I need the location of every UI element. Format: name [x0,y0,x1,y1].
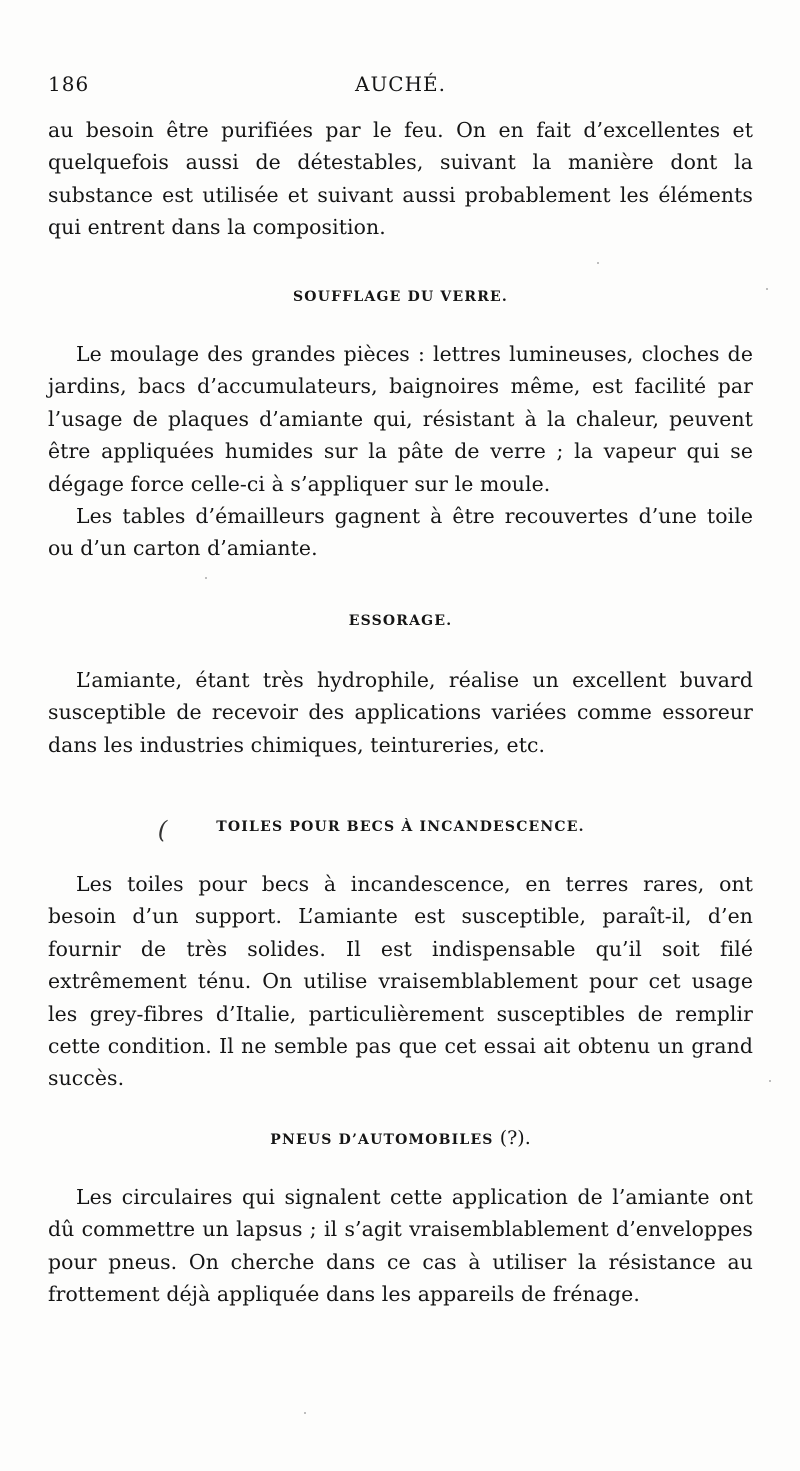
paragraph-essorage-1: L’amiante, étant très hydrophile, réalise un excellent buvard susceptible de recevoir des applications variées comme essoreur dans les industries chimiques, teintureries, etc. [48,668,753,757]
heading-pneus [48,1127,753,1149]
paper-speck [766,288,768,290]
intro-block [48,114,753,244]
paper-speck [304,1412,306,1414]
page-number: 186 [48,72,90,96]
paragraph-soufflage-2: Les tables d’émailleurs gagnent à être recouvertes d’une toile ou d’un carton d’amiante. [48,504,753,561]
heading-pneus-text: PNEUS D’AUTOMOBILES [270,1132,494,1148]
heading-pneus-suffix: (?). [499,1127,531,1149]
running-head [48,72,753,102]
running-title: AUCHÉ. [355,72,446,96]
paper-speck [205,577,207,579]
section-toiles [48,868,753,1095]
paper-speck [769,1080,771,1082]
paragraph-soufflage-1: Le moulage des grandes pièces : lettres lumineuses, cloches de jardins, bacs d’accumulateurs, baignoires même, est facilité par l’usage de plaques d’amiante qui, résistant à la chaleur, peuvent être appliquées humides sur la pâte de verre ; la vapeur qui se dégage force celle-ci à s’appliquer sur le moule. [48,342,753,496]
heading-toiles: TOILES POUR BECS À INCANDESCENCE. [216,819,585,835]
paragraph-pneus-1: Les circulaires qui signalent cette application de l’amiante ont dû commettre un lapsus ; il s’agit vraisemblablement d’enveloppes pour pneus. On cherche dans ce cas à utiliser la résistance au frottement déjà appliquée dans les appareils de frénage. [48,1185,753,1307]
section-essorage [48,664,753,761]
paragraph-toiles-1: Les toiles pour becs à incandescence, en terres rares, ont besoin d’un support. L’amiante est susceptible, paraît-il, d’en fournir de très solides. Il est indispensable qu’il soit filé extrêmement ténu. On utilise vraisemblablement pour cet usage les grey-fibres d’Italie, particulièrement susceptibles de remplir cette condition. Il ne semble pas que cet essai ait obtenu un grand succès. [48,872,753,1091]
intro-paragraph: au besoin être purifiées par le feu. On en fait d’excellentes et quelquefois aussi de détestables, suivant la manière dont la substance est utilisée et suivant aussi probablement les éléments qui entrent dans la composition. [48,118,753,240]
section-pneus [48,1181,753,1311]
heading-soufflage: SOUFFLAGE DU VERRE. [293,289,508,305]
paper-speck [597,262,599,264]
heading-essorage: ESSORAGE. [348,613,453,629]
section-soufflage [48,338,753,565]
margin-pencil-mark: ( [155,816,171,844]
